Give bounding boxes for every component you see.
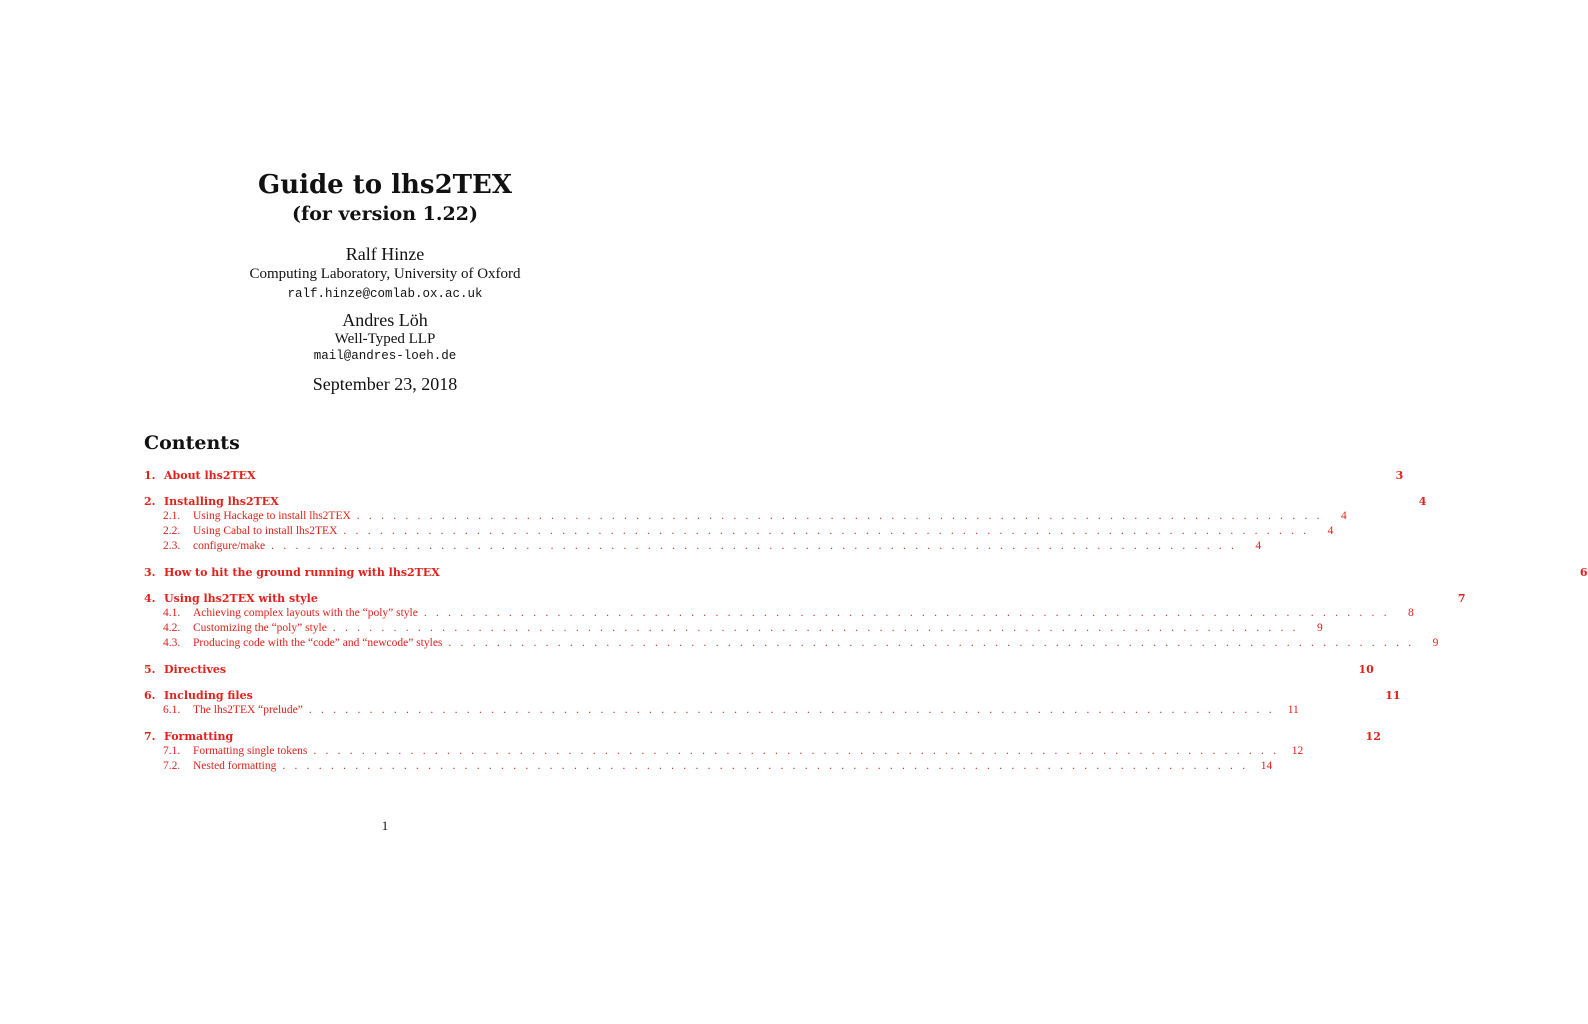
- page-number: 1: [381, 818, 389, 833]
- toc-label: Nested formatting: [193, 760, 277, 772]
- toc-section: [144, 565, 1588, 580]
- toc-number: 2.: [144, 495, 156, 508]
- toc-page: 10: [1358, 663, 1374, 676]
- toc-label: Customizing the “poly” style: [193, 622, 327, 634]
- toc-section: [144, 494, 1427, 554]
- toc-section: [144, 688, 1401, 718]
- author-name: Ralf Hinze: [345, 244, 425, 264]
- toc-page: 4: [1418, 495, 1427, 508]
- toc-leader: . . . . . . . . . . . . . . . . . . . . . . . . . . . . . . . . . . . . . . . . . . . . . . . . . . . . . . . . . . . . . . . . . . . . . . . . . . . . . . . .: [313, 745, 1280, 757]
- author-affiliation: Computing Laboratory, University of Oxford: [249, 266, 521, 282]
- toc-leader: . . . . . . . . . . . . . . . . . . . . . . . . . . . . . . . . . . . . . . . . . . . . . . . . . . . . . . . . . . . . . . . . . . . . . . . . . . . . . . . .: [423, 607, 1390, 619]
- toc-number: 3.: [144, 566, 156, 579]
- toc-page: 12: [1291, 745, 1304, 757]
- toc-page: 8: [1408, 607, 1414, 619]
- toc-subsection-link[interactable]: [144, 744, 1304, 759]
- toc-section-link[interactable]: [144, 468, 1404, 483]
- toc-page: 4: [1327, 525, 1334, 537]
- toc-subsection-link[interactable]: [144, 703, 1299, 718]
- toc-number: 1.: [144, 469, 156, 482]
- toc-leader: . . . . . . . . . . . . . . . . . . . . . . . . . . . . . . . . . . . . . . . . . . . . . . . . . . . . . . . . . . . . . . . . . . . . . . . . . . . . . . . .: [282, 760, 1249, 772]
- toc-section: [144, 729, 1381, 774]
- toc-number: 7.1.: [163, 745, 181, 757]
- toc-subsection-link[interactable]: [144, 759, 1273, 774]
- toc-number: 2.1.: [163, 510, 181, 522]
- toc-section: [144, 662, 1374, 677]
- table-of-contents: [144, 468, 1588, 785]
- toc-page: 11: [1385, 689, 1401, 702]
- toc-label: Using Cabal to install lhs2TEX: [193, 525, 338, 537]
- toc-page: 4: [1255, 540, 1262, 552]
- contents-heading: Contents: [144, 432, 240, 454]
- toc-number: 6.: [144, 689, 156, 702]
- toc-section: [144, 468, 1404, 483]
- author-email: ralf.hinze@comlab.ox.ac.uk: [287, 287, 483, 301]
- toc-label: Installing lhs2TEX: [164, 495, 279, 508]
- toc-leader: . . . . . . . . . . . . . . . . . . . . . . . . . . . . . . . . . . . . . . . . . . . . . . . . . . . . . . . . . . . . . . . . . . . . . . . . . . . . . . . .: [343, 525, 1310, 537]
- author-affiliation: Well-Typed LLP: [334, 331, 436, 347]
- toc-label: How to hit the ground running with lhs2TEX: [164, 566, 440, 579]
- toc-label: Including files: [164, 689, 253, 702]
- toc-page: 12: [1365, 730, 1381, 743]
- toc-label: Producing code with the “code” and “newcode” styles: [193, 637, 443, 649]
- toc-number: 4.1.: [163, 607, 181, 619]
- toc-subsection-link[interactable]: [144, 606, 1414, 621]
- toc-page: 4: [1340, 510, 1347, 522]
- toc-page: 7: [1457, 592, 1466, 605]
- toc-page: 14: [1260, 760, 1273, 772]
- toc-label: Formatting single tokens: [193, 745, 308, 757]
- toc-section-link[interactable]: [144, 494, 1427, 509]
- toc-number: 7.: [144, 730, 156, 743]
- toc-section-link[interactable]: [144, 662, 1374, 677]
- toc-leader: . . . . . . . . . . . . . . . . . . . . . . . . . . . . . . . . . . . . . . . . . . . . . . . . . . . . . . . . . . . . . . . . . . . . . . . . . . . . . . . .: [332, 622, 1299, 634]
- toc-section-link[interactable]: [144, 591, 1466, 606]
- toc-leader: . . . . . . . . . . . . . . . . . . . . . . . . . . . . . . . . . . . . . . . . . . . . . . . . . . . . . . . . . . . . . . . . . . . . . . . . . . . . . . . .: [448, 637, 1415, 649]
- toc-subsection-link[interactable]: [144, 539, 1262, 554]
- toc-label: Using lhs2TEX with style: [164, 592, 318, 605]
- toc-number: 5.: [144, 663, 156, 676]
- toc-label: Achieving complex layouts with the “poly” style: [193, 607, 418, 619]
- toc-page: 3: [1395, 469, 1404, 482]
- toc-section: [144, 591, 1466, 651]
- toc-page: 9: [1432, 637, 1439, 649]
- toc-number: 2.3.: [163, 540, 181, 552]
- toc-subsection-link[interactable]: [144, 621, 1323, 636]
- document-subtitle: (for version 1.22): [292, 203, 478, 225]
- toc-label: Using Hackage to install lhs2TEX: [193, 510, 351, 522]
- toc-subsection-link[interactable]: [144, 636, 1439, 651]
- toc-section-link[interactable]: [144, 565, 1588, 580]
- author-name: Andres Löh: [342, 310, 428, 330]
- toc-number: 2.2.: [163, 525, 181, 537]
- toc-label: About lhs2TEX: [164, 469, 256, 482]
- toc-label: Formatting: [164, 730, 234, 743]
- toc-section-link[interactable]: [144, 688, 1401, 703]
- toc-subsection-link[interactable]: [144, 524, 1334, 539]
- toc-number: 4.3.: [163, 637, 181, 649]
- toc-label: configure/make: [193, 540, 266, 552]
- document-title: Guide to lhs2TEX: [257, 170, 512, 200]
- toc-page: 9: [1317, 622, 1323, 634]
- toc-number: 7.2.: [163, 760, 181, 772]
- toc-leader: . . . . . . . . . . . . . . . . . . . . . . . . . . . . . . . . . . . . . . . . . . . . . . . . . . . . . . . . . . . . . . . . . . . . . . . . . . . . . . . .: [356, 510, 1323, 522]
- toc-page: 6: [1579, 566, 1588, 579]
- toc-page: 11: [1287, 704, 1299, 716]
- toc-number: 4.2.: [163, 622, 181, 634]
- author-email: mail@andres-loeh.de: [313, 349, 457, 363]
- toc-leader: . . . . . . . . . . . . . . . . . . . . . . . . . . . . . . . . . . . . . . . . . . . . . . . . . . . . . . . . . . . . . . . . . . . . . . . . . . . . . . . .: [271, 540, 1238, 552]
- toc-leader: . . . . . . . . . . . . . . . . . . . . . . . . . . . . . . . . . . . . . . . . . . . . . . . . . . . . . . . . . . . . . . . . . . . . . . . . . . . . . . . .: [308, 704, 1275, 716]
- toc-subsection-link[interactable]: [144, 509, 1347, 524]
- toc-section-link[interactable]: [144, 729, 1381, 744]
- toc-label: Directives: [164, 663, 227, 676]
- document-date: September 23, 2018: [312, 374, 458, 394]
- toc-number: 4.: [144, 592, 156, 605]
- toc-number: 6.1.: [163, 704, 181, 716]
- toc-label: The lhs2TEX “prelude”: [193, 704, 303, 716]
